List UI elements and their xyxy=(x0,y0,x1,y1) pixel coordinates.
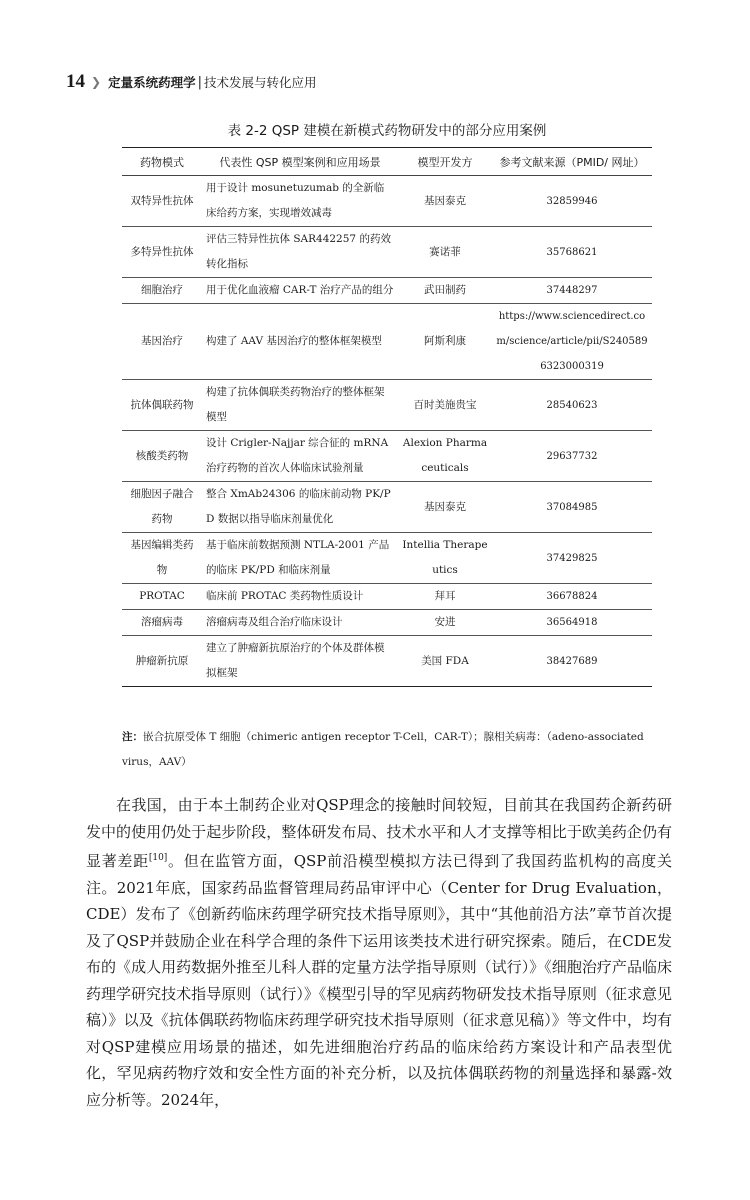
body-paragraph xyxy=(86,792,672,1113)
cell-modality: 细胞治疗 xyxy=(122,278,202,304)
cell-developer: Alexion Pharmaceuticals xyxy=(398,431,492,482)
cell-developer: 拜耳 xyxy=(398,584,492,610)
column-header-reference: 参考文献来源（PMID/ 网址） xyxy=(492,148,652,176)
header-separator: | xyxy=(197,74,202,90)
cell-application: 设计 Crigler-Najjar 综合征的 mRNA 治疗药物的首次人体临床试验剂量 xyxy=(202,431,398,482)
table-row xyxy=(122,584,652,610)
column-header-developer: 模型开发方 xyxy=(398,148,492,176)
table-row xyxy=(122,610,652,636)
cell-developer: 赛诺菲 xyxy=(398,227,492,278)
page-number: 14 xyxy=(66,71,85,92)
table-row xyxy=(122,380,652,431)
cell-reference: 37084985 xyxy=(492,482,652,533)
cell-modality: 核酸类药物 xyxy=(122,431,202,482)
column-header-application: 代表性 QSP 模型案例和应用场景 xyxy=(202,148,398,176)
chevron-right-icon: ❯ xyxy=(91,75,102,89)
cell-application: 评估三特异性抗体 SAR442257 的药效转化指标 xyxy=(202,227,398,278)
table-row xyxy=(122,227,652,278)
column-header-modality: 药物模式 xyxy=(122,148,202,176)
cell-reference: 32859946 xyxy=(492,176,652,227)
cell-developer: 阿斯利康 xyxy=(398,304,492,380)
cell-developer: 百时美施贵宝 xyxy=(398,380,492,431)
application-cases-table xyxy=(122,147,652,687)
table-row xyxy=(122,304,652,380)
cell-modality: 双特异性抗体 xyxy=(122,176,202,227)
cell-application: 用于设计 mosunetuzumab 的全新临床给药方案，实现增效减毒 xyxy=(202,176,398,227)
cell-application: 临床前 PROTAC 类药物性质设计 xyxy=(202,584,398,610)
cell-modality: 肿瘤新抗原 xyxy=(135,654,189,667)
cell-developer: 基因泰克 xyxy=(398,482,492,533)
table-note xyxy=(122,726,657,748)
table-header-row xyxy=(122,148,652,176)
cell-reference: 36678824 xyxy=(492,584,652,610)
cell-reference: https://www.sciencedirect.com/science/article/pii/S2405896323000319 xyxy=(492,304,652,380)
cell-developer: 基因泰克 xyxy=(398,176,492,227)
table-container xyxy=(122,147,652,687)
cell-reference: 28540623 xyxy=(492,380,652,431)
cell-developer: Intellia Therapeutics xyxy=(398,533,492,584)
cell-developer: 美国 FDA xyxy=(421,654,469,667)
citation-marker: [10] xyxy=(148,853,168,863)
book-title: 定量系统药理学 xyxy=(108,75,196,90)
table-note-text: 嵌合抗原受体 T 细胞（chimeric antigen receptor T-Cell，CAR-T）；腺相关病毒：（adeno-associated xyxy=(143,731,644,743)
cell-developer: 武田制药 xyxy=(398,278,492,304)
cell-modality: 抗体偶联药物 xyxy=(122,380,202,431)
body-paragraph-text-rest: 。但在监管方面，QSP前沿模型模拟方法已得到了我国药监机构的高度关注。2021年底，国家药品监督管理局药品审评中心（Center for Drug Evaluation，CDE）发布了《创新药临床药理学研究技术指导原则》，其中“其他前沿方法”章节首次提及了QSP并鼓励企业在科学合理的条件下运用该类技术进行研究探索。随后，在CDE发布的《成人用药数据外推至儿科人群的定量方法学指导原则（试行）》《细胞治疗产品临床药理学研究技术指导原则（试行）》《模型引导的罕见病药物研发技术指导原则（征求意见稿）》以及《抗体偶联药物临床药理学研究技术指导原则（征求意见稿）》等文件中，均有对QSP建模应用场景的描述，如先进细胞治疗药品的临床给药方案设计和产品表型优化，罕见病药物疗效和安全性方面的补充分析，以及抗体偶联药物的剂量选择和暴露-效应分析等。2024年， xyxy=(86,852,672,1109)
cell-modality: 多特异性抗体 xyxy=(122,227,202,278)
cell-application: 构建了抗体偶联类药物治疗的整体框架模型 xyxy=(202,380,398,431)
cell-application: 用于优化血液瘤 CAR-T 治疗产品的组分 xyxy=(202,278,398,304)
cell-reference: 35768621 xyxy=(492,227,652,278)
cell-application: 基于临床前数据预测 NTLA-2001 产品的临床 PK/PD 和临床剂量 xyxy=(202,533,398,584)
cell-modality: 溶瘤病毒 xyxy=(122,610,202,636)
table-row xyxy=(122,176,652,227)
running-header xyxy=(66,70,316,94)
table-row xyxy=(122,431,652,482)
table-row xyxy=(122,482,652,533)
cell-modality: 基因治疗 xyxy=(122,304,202,380)
body-paragraph-text: 在我国，由于本土制药企业对QSP理念的接触时间较短，目前其在我国药企新药研发中的使用仍处于起步阶段，整体研发布局、技术水平和人才支撑等相比于欧美药企仍有显著差距 xyxy=(86,796,672,870)
table-caption: 表 2-2 QSP 建模在新模式药物研发中的部分应用案例 xyxy=(227,123,547,139)
cell-reference: 36564918 xyxy=(492,610,652,636)
table-row xyxy=(122,636,652,687)
table-row xyxy=(122,533,652,584)
table-body xyxy=(122,176,652,687)
table-row xyxy=(122,278,652,304)
cell-reference: 37429825 xyxy=(492,533,652,584)
cell-application: 溶瘤病毒及组合治疗临床设计 xyxy=(202,610,398,636)
cell-reference: 37448297 xyxy=(492,278,652,304)
cell-modality: 基因编辑类药物 xyxy=(122,533,202,584)
cell-application: 构建了 AAV 基因治疗的整体框架模型 xyxy=(202,304,398,380)
cell-reference: 38427689 xyxy=(546,655,598,667)
cell-modality: 细胞因子融合药物 xyxy=(122,482,202,533)
cell-application: 建立了肿瘤新抗原治疗的个体及群体模拟框架 xyxy=(206,642,385,679)
cell-application: 整合 XmAb24306 的临床前动物 PK/PD 数据以指导临床剂量优化 xyxy=(202,482,398,533)
cell-developer: 安进 xyxy=(398,610,492,636)
table-note-lead: 注： xyxy=(122,731,143,743)
book-subtitle: 技术发展与转化应用 xyxy=(203,75,317,90)
cell-modality: PROTAC xyxy=(122,584,202,610)
table-note-continuation: virus，AAV） xyxy=(122,756,192,768)
cell-reference: 29637732 xyxy=(492,431,652,482)
